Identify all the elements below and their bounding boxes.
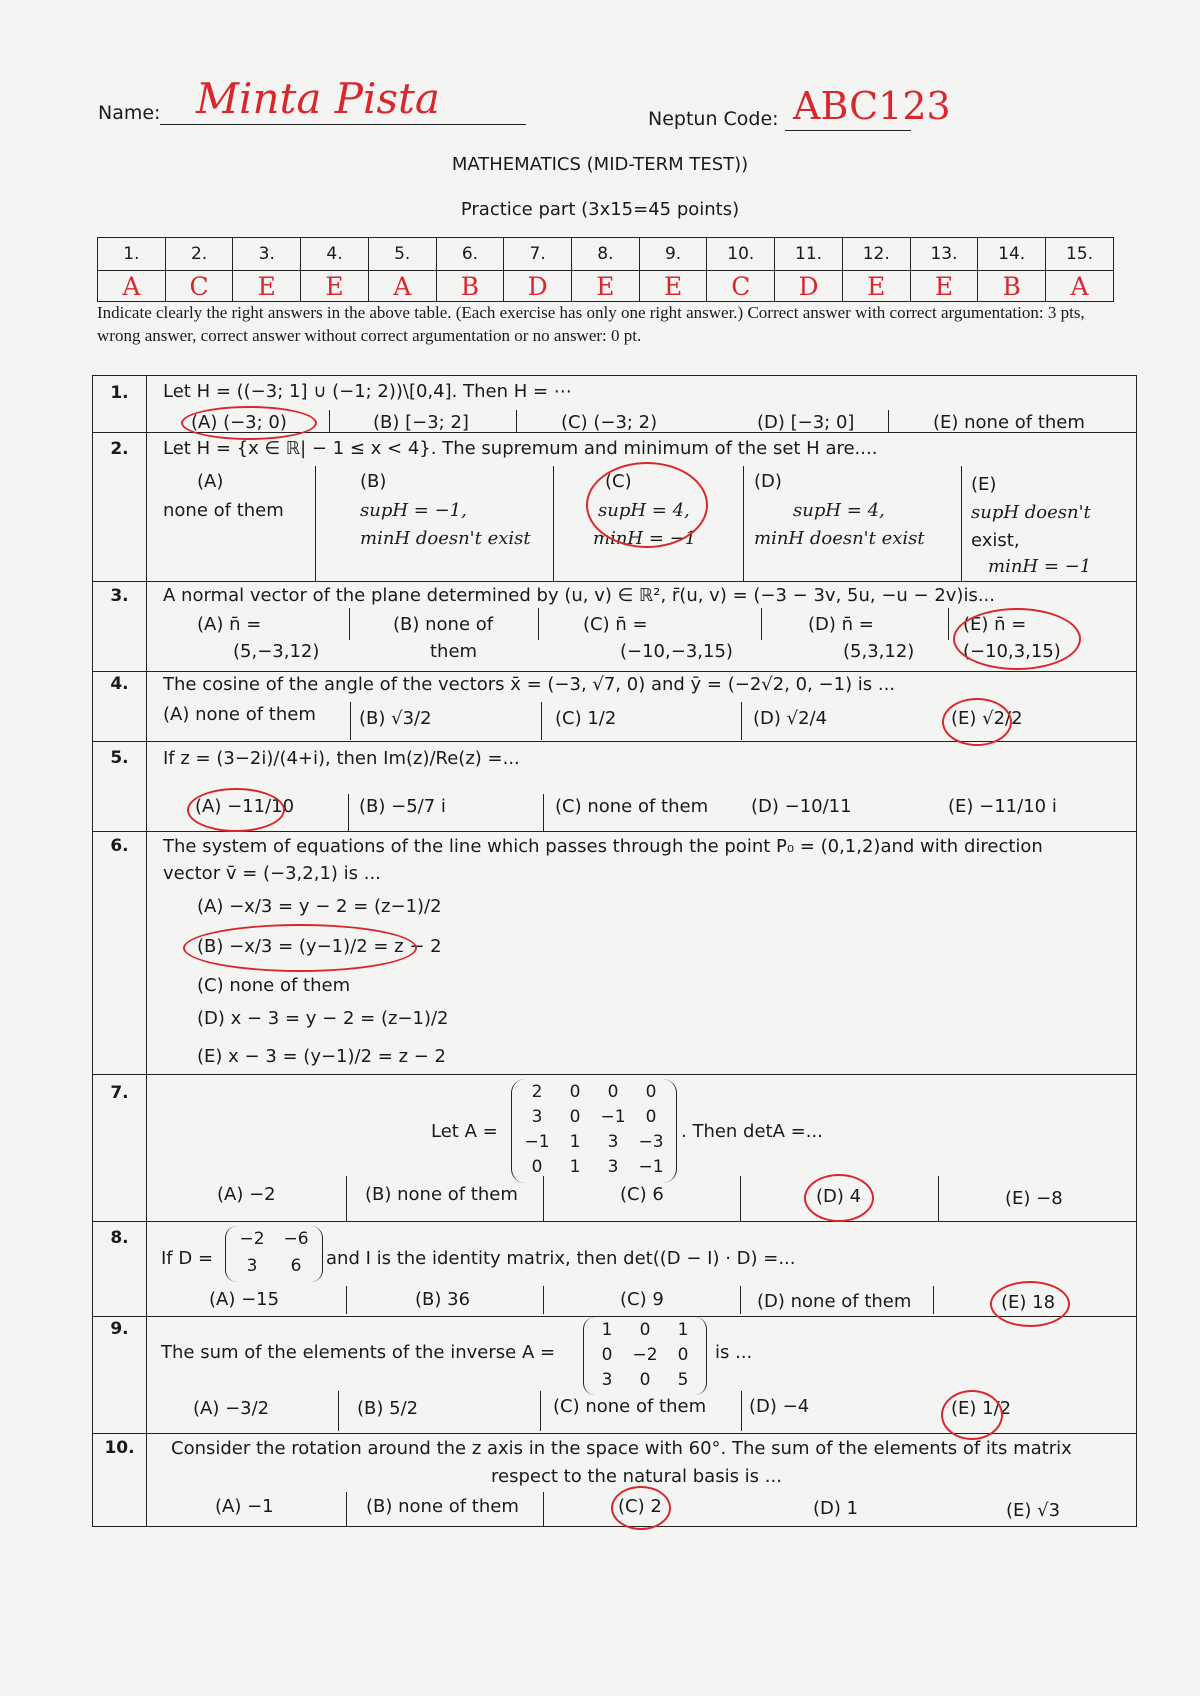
option-a[interactable]: (A) −15 (209, 1289, 280, 1310)
option-divider (543, 794, 544, 831)
matrix-entry: 0 (639, 1320, 651, 1340)
option-a[interactable]: (A) −x/3 = y − 2 = (z−1)/2 (197, 896, 442, 917)
number-column-divider (146, 376, 147, 1526)
answer-number: 12. (842, 238, 910, 271)
answer-table (97, 237, 1114, 302)
matrix-entry: 0 (569, 1107, 581, 1127)
option-a[interactable]: (A) −1 (215, 1496, 274, 1517)
option-e-text: supH doesn't (971, 502, 1091, 523)
option-a-text: none of them (163, 500, 284, 521)
neptun-label: Neptun Code: (648, 108, 779, 130)
matrix-entry: 1 (601, 1320, 613, 1340)
option-divider (888, 410, 889, 432)
option-divider (743, 466, 744, 581)
option-a-text: (5,−3,12) (233, 641, 320, 662)
matrix-entry: 3 (601, 1370, 613, 1390)
option-b[interactable]: (B) 5/2 (357, 1398, 419, 1419)
row-divider (93, 581, 1136, 582)
option-a[interactable]: (A) (−3; 0) (191, 412, 287, 433)
answer-cell[interactable]: B (978, 271, 1046, 302)
selected-answer-circle (183, 924, 417, 972)
selected-answer-circle (804, 1174, 874, 1222)
option-e[interactable]: (E) √3 (1006, 1500, 1061, 1521)
question-text: Consider the rotation around the z axis in the space with 60°. The sum of the elements of its matrix (171, 1438, 1072, 1459)
option-d[interactable]: (D) √2/4 (753, 708, 828, 729)
name-label: Name: (98, 102, 161, 124)
option-divider (346, 1492, 347, 1526)
option-c[interactable]: (C) 1/2 (555, 708, 617, 729)
answer-number: 7. (504, 238, 572, 271)
question-number: 7. (110, 1083, 129, 1103)
answer-number: 10. (707, 238, 775, 271)
matrix-entry: −6 (283, 1229, 309, 1249)
option-divider (740, 1286, 741, 1314)
option-b[interactable]: (B) −x/3 = (y−1)/2 = z − 2 (197, 936, 442, 957)
matrix-entry: 0 (569, 1082, 581, 1102)
option-c[interactable]: (C) 6 (620, 1184, 664, 1205)
instructions: Indicate clearly the right answers in the above table. (Each exercise has only one right answer.) Correct answer with correct argumentation: 3 pts, wrong answer, correct answer without correct argumentation or no answer: 0 pt. (97, 303, 1085, 345)
matrix-entry: −2 (239, 1229, 265, 1249)
option-divider (741, 702, 742, 740)
option-c-text: minH = −1 (593, 528, 697, 549)
option-b[interactable]: (B) [−3; 2] (373, 412, 469, 433)
matrix-entry: 0 (645, 1082, 657, 1102)
option-divider (348, 794, 349, 831)
answer-cell[interactable]: A (368, 271, 436, 302)
answer-cell[interactable]: A (1046, 271, 1114, 302)
matrix-entry: 5 (677, 1370, 689, 1390)
answer-number: 3. (233, 238, 301, 271)
selected-answer-circle (941, 1390, 1003, 1440)
matrix-entry: −2 (632, 1345, 658, 1365)
option-d[interactable]: (D) 4 (816, 1186, 862, 1207)
option-d[interactable]: (D) (754, 471, 782, 492)
answer-number: 11. (775, 238, 843, 271)
matrix-entry: 1 (569, 1157, 581, 1177)
option-e[interactable]: (E) none of them (933, 412, 1085, 433)
row-divider (93, 1221, 1136, 1222)
option-e[interactable]: (E) x − 3 = (y−1)/2 = z − 2 (197, 1046, 446, 1067)
matrix-entry: −1 (638, 1157, 664, 1177)
selected-answer-circle (611, 1486, 671, 1530)
matrix-bracket (225, 1226, 323, 1282)
question-text: A normal vector of the plane determined by (u, v) ∈ ℝ², r̄(u, v) = (−3 − 3v, 5u, −u − 2v)is... (163, 585, 995, 606)
option-e[interactable]: (E) (971, 474, 997, 495)
answer-letters-row (98, 271, 1114, 302)
option-e-text: exist, (971, 530, 1020, 551)
selected-answer-circle (586, 462, 708, 548)
matrix-entry: 0 (607, 1082, 619, 1102)
answer-cell[interactable]: E (910, 271, 978, 302)
option-e[interactable]: (E) 18 (1001, 1292, 1056, 1313)
answer-number: 4. (301, 238, 369, 271)
matrix-entry: 3 (246, 1256, 258, 1276)
neptun-handwritten: ABC123 (793, 84, 951, 128)
option-b[interactable]: (B) 36 (415, 1289, 471, 1310)
option-a[interactable]: (A) n̄ = (197, 614, 262, 635)
name-underline (160, 124, 526, 125)
option-divider (538, 608, 539, 640)
option-divider (541, 702, 542, 740)
option-c-text: supH = 4, (598, 500, 690, 521)
option-b[interactable]: (B) none of (393, 614, 494, 635)
option-c[interactable]: (C) none of them (197, 975, 351, 996)
option-d[interactable]: (D) x − 3 = y − 2 = (z−1)/2 (197, 1008, 449, 1029)
option-divider (948, 608, 949, 640)
option-e-text: (−10,3,15) (963, 641, 1061, 662)
answer-number: 6. (436, 238, 504, 271)
option-divider (961, 466, 962, 581)
question-text: If D = (161, 1248, 214, 1269)
option-e-text: minH = −1 (988, 556, 1092, 577)
matrix-entry: 0 (645, 1107, 657, 1127)
answer-cell[interactable]: E (233, 271, 301, 302)
selected-answer-circle (953, 608, 1081, 670)
answer-cell[interactable]: A (98, 271, 166, 302)
question-text-cont: vector v̄ = (−3,2,1) is ... (163, 863, 381, 884)
question-text: Let H = {x ∈ ℝ| − 1 ≤ x < 4}. The supremum and minimum of the set H are.... (163, 438, 878, 459)
option-e[interactable]: (E) n̄ = (963, 614, 1027, 635)
question-text: If z = (3−2i)/(4+i), then Im(z)/Re(z) =... (163, 748, 520, 769)
answer-cell[interactable]: C (707, 271, 775, 302)
option-a[interactable]: (A) −3/2 (193, 1398, 270, 1419)
option-divider (346, 1286, 347, 1314)
row-divider (93, 1074, 1136, 1075)
name-handwritten: Minta Pista (196, 74, 440, 123)
answer-number: 1. (98, 238, 166, 271)
selected-answer-circle (990, 1281, 1070, 1327)
option-divider (553, 466, 554, 581)
matrix-bracket (511, 1079, 677, 1183)
option-divider (540, 1391, 541, 1431)
selected-answer-circle (187, 788, 285, 832)
option-b[interactable]: (B) √3/2 (359, 708, 432, 729)
option-d[interactable]: (D) [−3; 0] (757, 412, 855, 433)
option-c[interactable]: (C) n̄ = (583, 614, 648, 635)
question-text-cont: . Then detA =... (681, 1121, 823, 1142)
option-a[interactable]: (A) −2 (217, 1184, 276, 1205)
option-divider (329, 410, 330, 432)
matrix-entry: 1 (569, 1132, 581, 1152)
question-number: 4. (110, 674, 129, 694)
question-text-cont: respect to the natural basis is ... (491, 1466, 782, 1487)
question-text-cont: is ... (715, 1342, 753, 1363)
option-d-text: minH doesn't exist (754, 528, 925, 549)
option-divider (350, 702, 351, 740)
test-title: MATHEMATICS (MID-TERM TEST)) (451, 154, 749, 175)
option-c[interactable]: (C) none of them (555, 796, 709, 817)
option-d[interactable]: (D) none of them (757, 1291, 912, 1312)
answer-numbers-row (98, 238, 1114, 271)
option-b[interactable]: (B) (360, 471, 387, 492)
option-divider (346, 1176, 347, 1221)
option-divider (349, 608, 350, 640)
option-c[interactable]: (C) 9 (620, 1289, 664, 1310)
option-c[interactable]: (C) (605, 471, 632, 492)
option-c-text: (−10,−3,15) (620, 641, 733, 662)
option-b-text: supH = −1, (360, 500, 467, 521)
option-divider (933, 1286, 934, 1314)
option-d-text: (5,3,12) (843, 641, 915, 662)
answer-number: 9. (639, 238, 707, 271)
option-a[interactable]: (A) −11/10 (195, 796, 295, 817)
matrix-entry: 3 (607, 1157, 619, 1177)
answer-cell[interactable]: B (436, 271, 504, 302)
question-number: 2. (110, 439, 129, 459)
matrix-entry: 0 (531, 1157, 543, 1177)
question-text: Let H = ((−3; 1] ∪ (−1; 2))\[0,4]. Then H = ⋯ (163, 381, 572, 402)
option-e[interactable]: (E) −11/10 i (948, 796, 1057, 817)
option-d-text: supH = 4, (793, 500, 885, 521)
option-c[interactable]: (C) (−3; 2) (561, 412, 658, 433)
matrix-entry: −1 (600, 1107, 626, 1127)
question-number: 6. (110, 836, 129, 856)
option-c[interactable]: (C) 2 (618, 1496, 662, 1517)
question-number: 9. (110, 1319, 129, 1339)
option-divider (543, 1286, 544, 1314)
option-d[interactable]: (D) n̄ = (808, 614, 874, 635)
answer-cell[interactable]: E (572, 271, 640, 302)
row-divider (93, 671, 1136, 672)
option-divider (516, 410, 517, 432)
question-number: 5. (110, 748, 129, 768)
matrix-bracket (583, 1317, 707, 1395)
matrix-entry: 0 (601, 1345, 613, 1365)
option-divider (338, 1391, 339, 1431)
matrix-entry: 3 (531, 1107, 543, 1127)
answer-cell[interactable]: E (639, 271, 707, 302)
question-number: 8. (110, 1228, 129, 1248)
answer-cell[interactable]: E (301, 271, 369, 302)
option-b[interactable]: (B) none of them (366, 1496, 519, 1517)
selected-answer-circle (942, 698, 1012, 746)
option-divider (543, 1176, 544, 1221)
option-e[interactable]: (E) −8 (1005, 1188, 1063, 1209)
question-text-cont: and I is the identity matrix, then det((D − I) · D) =... (326, 1248, 796, 1269)
answer-number: 2. (165, 238, 233, 271)
option-divider (741, 1391, 742, 1431)
answer-number: 13. (910, 238, 978, 271)
option-a[interactable]: (A) none of them (163, 704, 316, 725)
matrix-entry: 1 (677, 1320, 689, 1340)
answer-cell[interactable]: C (165, 271, 233, 302)
answer-number: 8. (572, 238, 640, 271)
question-text: The system of equations of the line which passes through the point P₀ = (0,1,2)and with direction (163, 836, 1043, 857)
matrix-entry: 2 (531, 1082, 543, 1102)
option-b[interactable]: (B) −5/7 i (359, 796, 446, 817)
question-number: 3. (110, 586, 129, 606)
option-divider (315, 466, 316, 581)
answer-number: 5. (368, 238, 436, 271)
neptun-underline (785, 130, 911, 131)
answer-cell[interactable]: E (842, 271, 910, 302)
question-text: The sum of the elements of the inverse A = (161, 1342, 556, 1363)
option-d[interactable]: (D) 1 (813, 1498, 859, 1519)
matrix-entry: 0 (677, 1345, 689, 1365)
matrix-entry: 0 (639, 1370, 651, 1390)
questions-table (92, 375, 1137, 1527)
answer-cell[interactable]: D (775, 271, 843, 302)
option-divider (740, 1176, 741, 1221)
question-number: 1. (110, 383, 129, 403)
option-a[interactable]: (A) (197, 471, 224, 492)
option-divider (543, 1492, 544, 1526)
matrix-entry: 6 (290, 1256, 302, 1276)
option-b[interactable]: (B) none of them (365, 1184, 518, 1205)
selected-answer-circle (181, 406, 317, 440)
matrix-entry: −1 (524, 1132, 550, 1152)
option-e[interactable]: (E) 1/2 (951, 1398, 1012, 1419)
question-text: Let A = (431, 1121, 498, 1142)
option-d[interactable]: (D) −4 (749, 1396, 810, 1417)
option-divider (761, 608, 762, 640)
answer-number: 15. (1046, 238, 1114, 271)
option-divider (938, 1176, 939, 1221)
option-c[interactable]: (C) none of them (553, 1396, 707, 1417)
option-d[interactable]: (D) −10/11 (751, 796, 852, 817)
answer-number: 14. (978, 238, 1046, 271)
answer-cell[interactable]: D (504, 271, 572, 302)
test-subtitle: Practice part (3x15=45 points) (460, 199, 740, 220)
option-b-text: minH doesn't exist (360, 528, 531, 549)
matrix-entry: 3 (607, 1132, 619, 1152)
option-e[interactable]: (E) √2/2 (951, 708, 1023, 729)
question-number: 10. (104, 1438, 135, 1458)
option-b-text: them (430, 641, 478, 662)
matrix-entry: −3 (638, 1132, 664, 1152)
question-text: The cosine of the angle of the vectors x̄ = (−3, √7, 0) and ȳ = (−2√2, 0, −1) is ... (163, 674, 896, 695)
